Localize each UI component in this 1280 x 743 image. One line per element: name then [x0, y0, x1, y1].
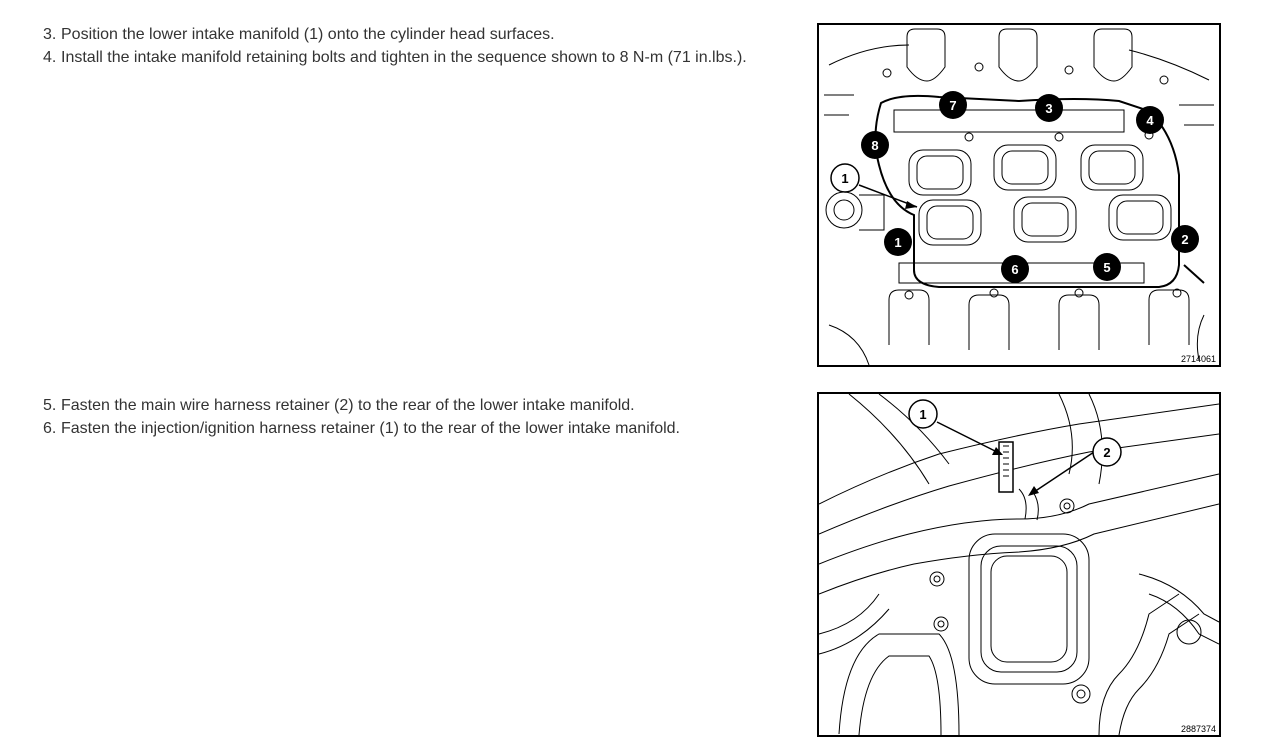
bolt-sequence-marker-4 [1136, 106, 1164, 134]
svg-text:4: 4 [1146, 113, 1154, 128]
svg-text:1: 1 [841, 171, 849, 186]
bolt-sequence-marker-6 [1001, 255, 1029, 283]
bolt-sequence-marker-3 [1035, 94, 1063, 122]
step-number: 5. [43, 397, 57, 414]
step-item [43, 418, 783, 439]
bolt-sequence-marker-7 [939, 91, 967, 119]
step-item [43, 24, 783, 45]
intake-manifold-illustration [819, 25, 1219, 365]
callout-marker-part-1 [831, 164, 859, 192]
bolt-sequence-marker-2 [1171, 225, 1199, 253]
step-number: 3. [43, 26, 57, 43]
svg-text:1: 1 [894, 235, 902, 250]
step-text: Fasten the injection/ignition harness retainer (1) to the rear of the lower intake manifold. [61, 420, 680, 437]
callout-marker-harness-retainer-2 [1093, 438, 1121, 466]
intake-manifold-bolt-sequence-figure [817, 23, 1221, 367]
bolt-sequence-marker-1 [884, 228, 912, 256]
svg-text:7: 7 [949, 98, 957, 113]
step-list-b [43, 395, 783, 441]
step-number: 6. [43, 420, 57, 437]
callout-marker-harness-retainer-1 [909, 400, 937, 428]
svg-text:2: 2 [1181, 232, 1189, 247]
step-text: Install the intake manifold retaining bolts and tighten in the sequence shown to 8 N-m (71 in.lbs.). [61, 49, 747, 66]
bolt-sequence-marker-5 [1093, 253, 1121, 281]
svg-text:8: 8 [871, 138, 879, 153]
harness-retainer-figure [817, 392, 1221, 737]
bolt-sequence-marker-8 [861, 131, 889, 159]
figure-id: 2887374 [1180, 724, 1216, 734]
step-text: Fasten the main wire harness retainer (2) to the rear of the lower intake manifold. [61, 397, 635, 414]
step-item [43, 395, 783, 416]
step-item [43, 47, 783, 68]
step-list-a [43, 24, 783, 70]
svg-text:6: 6 [1011, 262, 1019, 277]
step-number: 4. [43, 49, 57, 66]
figure-id: 2714061 [1180, 354, 1216, 364]
svg-text:5: 5 [1103, 260, 1111, 275]
step-text: Position the lower intake manifold (1) onto the cylinder head surfaces. [61, 26, 555, 43]
harness-retainer-illustration [819, 394, 1219, 735]
svg-text:3: 3 [1045, 101, 1053, 116]
svg-text:1: 1 [919, 407, 927, 422]
svg-text:2: 2 [1103, 445, 1111, 460]
